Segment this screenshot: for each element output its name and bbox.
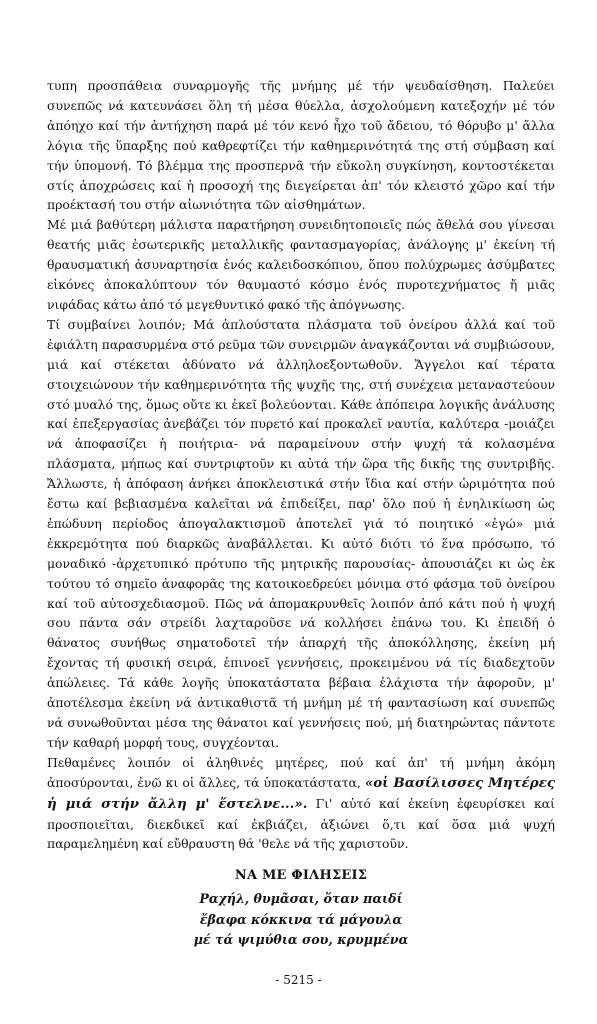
quoted-verse: «οἱ Βασίλισσες Μητέρες ἡ μιά στήν ἄλλη μ' ἔστελνε...».	[47, 774, 555, 812]
body-paragraph: τυπη προσπάθεια συναρμογῆς τῆς μνήμης μέ τήν ψευδαίσθηση. Παλεύει συνεπῶς νά κατευνάσει ὅλη τή μέσα θύελλα, ἀσχολούμενη κατεξοχήν μέ τόν ἀπόηχο καί τήν ἀντήχηση παρά μέ τόν κενό ἦχο τοῦ ἄδειου, τό θόρυβο μ' ἄλλα λόγια τῆς ὕπαρξης πού καθρεφτίζει τήν καθημερινότητά της στή σύμβαση καί τήν ὑπομονή. Τό βλέμμα της προσπερνᾶ τήν εὔκολη συγκίνηση, κοντοστέκεται στίς ἀποχρώσεις καί ἡ προσοχή της διεγείρεται ἀπ' τόν κλειστό χῶρο καί τήν προέκτασή του στήν αἰωνιότητα τῶν αἰσθημάτων.	[47, 78, 555, 213]
poem-line: ἔβαφα κόκκινα τά μάγουλα	[199, 911, 403, 927]
body-paragraph: Τί συμβαίνει λοιπόν; Μά ἁπλούστατα πλάσματα τοῦ ὀνείρου ἀλλά καί τοῦ ἐφιάλτη παρασυρμένα στό ρεῦμα τῶν συνειρμῶν ἀναγκάζονται νά συμβιώσουν, μιά καί στέκεται ἀδύνατο νά ἀλληλοεξοντωθοῦν. Ἄγγελοι καί τέρατα στοιχειώνουν τήν καθημερινότητα τῆς ψυχῆς της, στή συνέχεια μεταναστεύουν στό μυαλό της, ὅμως οὔτε κι ἐκεῖ βολεύονται. Κάθε ἀπόπειρα λογικῆς ἀνάλυσης καί ἐπεξεργασίας ἀνεβάζει τόν πυρετό καί προκαλεῖ ναυτία, καλύτερα -μοιάζει νά ἀποφασίζει ἡ ποιήτρια- νά παραμείνουν στήν ψυχή τά κολασμένα πλάσματα, μήπως καί συντριφτοῦν κι αὐτά τήν ὥρα τῆς δικῆς της συντριβῆς. Ἄλλωστε, ἡ ἀπόφαση ἀνήκει ἀποκλειστικά στήν ἴδια καί στήν ὡριμότητα πού ἔστω καί βεβιασμένα καλεῖται νά ἐπιδείξει, παρ' ὅλο πού ἡ ἐνηλικίωση ὡς ἐπώδυνη περίοδος ἀπογαλακτισμοῦ ἀποτελεῖ γιά τό ποιητικό «ἐγώ» μιά ἐκκρεμότητα πού διαρκῶς ἀναβάλλεται. Κι αὐτό διότι τό ἕνα πρόσωπο, τό μοναδικό -ἀρχετυπικό πρότυπο τῆς μητρικῆς παρουσίας- ἀπουσιάζει κι ὡς ἐκ τούτου τό σημεῖο ἀναφορᾶς της κατοικοεδρεύει μόνιμα στό φάσμα τοῦ ὀνείρου καί τοῦ αὐτοσχεδιασμοῦ. Πῶς νά ἀπομακρυνθεῖς λοιπόν ἀπό κάτι πού ἡ ψυχή σου πάντα σάν στρείδι λαχταροῦσε νά κολλήσει ἐπάνω του. Κι ἐπειδή ὁ θάνατος συνήθως σηματοδοτεῖ τήν ἀπαρχή τῆς ἀποκόλλησης, ἐκείνη μή ἔχοντας τή φυσική σειρά, ἐπινοεῖ γεννήσεις, προκειμένου νά τίς διαδεχτοῦν ἀπώλειες. Τά κάθε λογῆς ὑποκατάστατα βέβαια ἐλάχιστα τήν ἀφοροῦν, μ' ἀποτέλεσμα ἐκείνη νά ἀντικαθιστᾶ τή μνήμη μέ τή φαντασίωση καί συνεπῶς νά συνωθοῦνται μέσα της θάνατοι καί γεννήσεις πού, μή διατηρώντας πάντοτε τήν καθαρή μορφή τους, συγχέονται.	[47, 316, 555, 750]
poem-line: μέ τά ψιμύθια σου, κρυμμένα	[193, 932, 409, 948]
body-paragraph-last	[47, 753, 555, 855]
poem-title: ΝΑ ΜΕ ΦΙΛΗΣΕΙΣ	[234, 868, 368, 884]
paragraph-text-after-quote: Γι' αὐτό καί ἐκείνη ἐφευρίσκει καί προσποιεῖται, διεκδικεῖ καί ἐκβιάζει, ἀξιώνει ὅ,τι καί ὅσα μιά ψυχή παραμελημένη καί εὔθραυστη θά 'θελε νά τῆς χαριστοῦν.	[47, 795, 555, 852]
page-number: - 5215 -	[275, 973, 322, 987]
body-paragraph: Μέ μιά βαθύτερη μάλιστα παρατήρηση συνειδητοποιεῖς πώς ἄθελά σου γίνεσαι θεατής μιᾶς ἐσωτερικῆς μεταλλικῆς φαντασμαγορίας, ἀνάλογης μ' ἐκείνη τή θραυσματική ἀσυναρτησία ἑνός καλειδοσκόπιου, ὅπου πολύχρωμες ἀσύμβατες εἰκόνες ἀποκαλύπτουν τόν θαυμαστό κόσμο ἑνός πυροτεχνήματος ἤ μιᾶς νιφάδας κάτω ἀπό τό μεγεθυντικό φακό τῆς ἀπόγνωσης.	[47, 217, 555, 312]
paragraph-text-before-quote: Πεθαμένες λοιπόν οἱ ἀληθινές μητέρες, πού καί ἀπ' τή μνήμη ἀκόμη ἀποσύρονται, ἐνῶ κι οἱ ἄλλες, τά ὑποκατάστατα,	[47, 754, 555, 790]
poem-excerpt	[47, 889, 555, 951]
poem-line: Ραχήλ, θυμᾶσαι, ὅταν παιδί	[199, 891, 403, 907]
page-content	[47, 76, 555, 951]
